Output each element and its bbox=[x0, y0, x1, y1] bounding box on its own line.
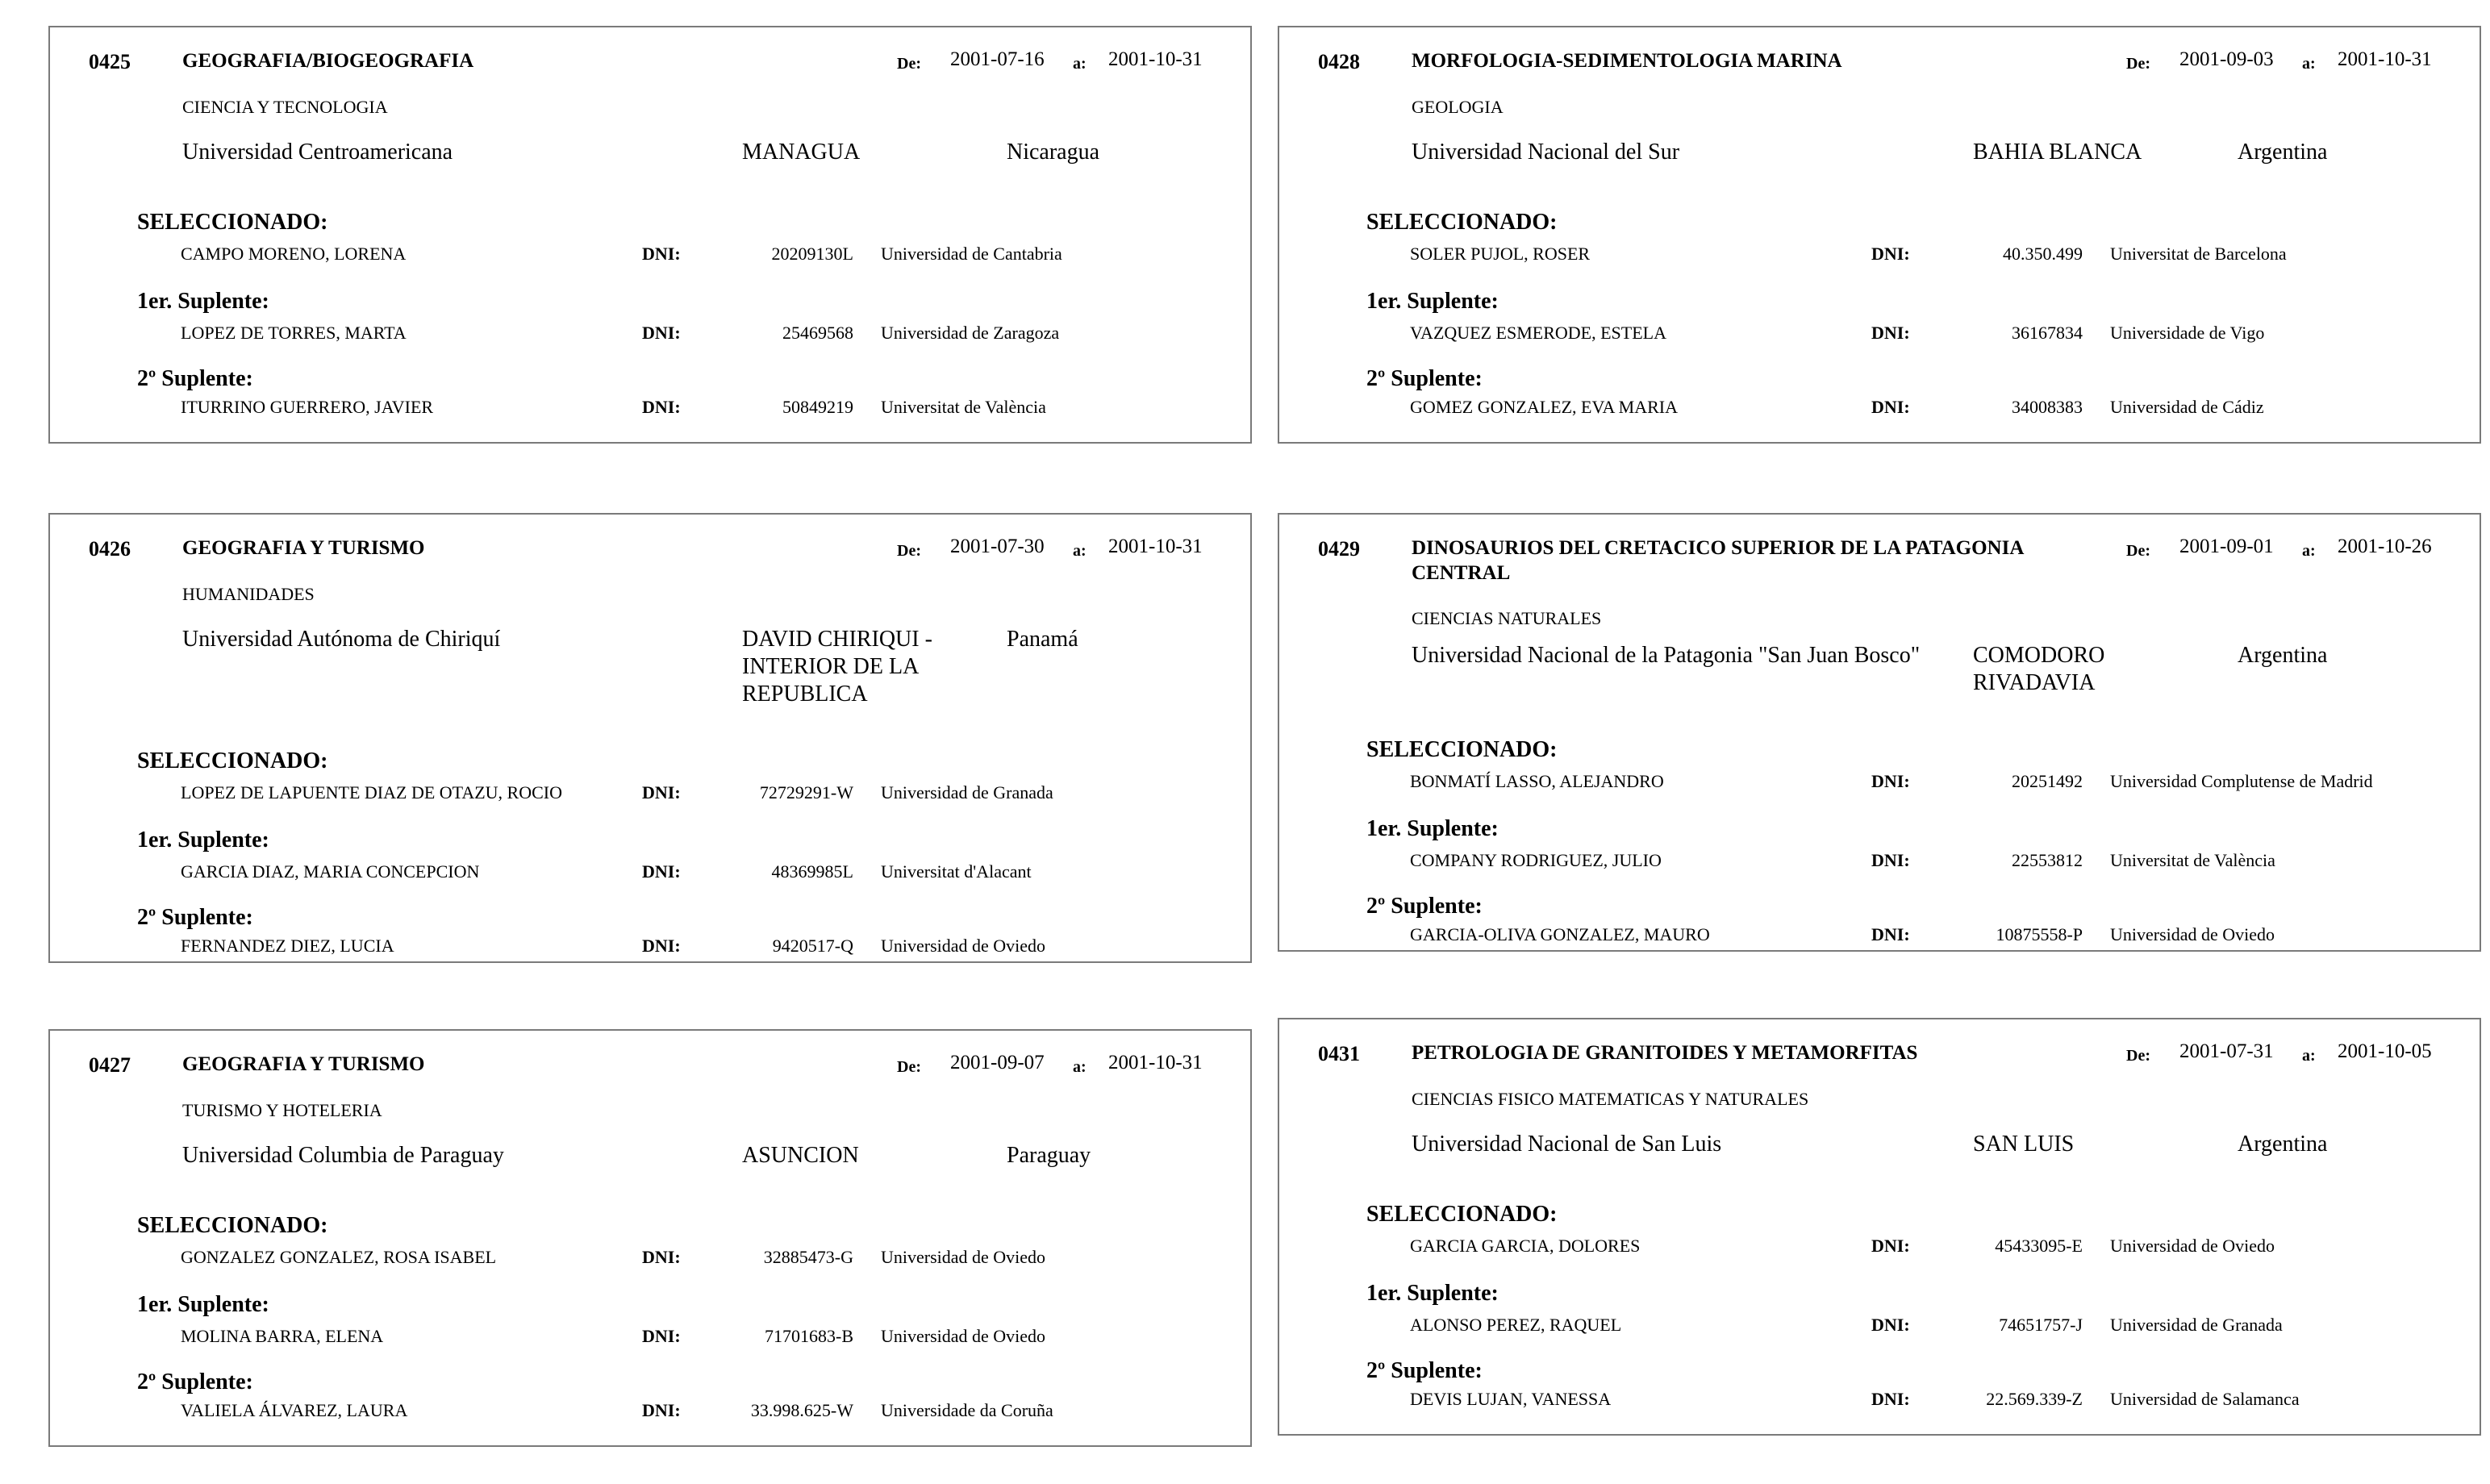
person-university: Universitat de València bbox=[881, 397, 1046, 417]
dni-label: DNI: bbox=[642, 397, 681, 417]
date-to-label: a: bbox=[1073, 1058, 1087, 1076]
card-code: 0427 bbox=[89, 1053, 131, 1077]
person-name: MOLINA BARRA, ELENA bbox=[181, 1326, 384, 1346]
host-country: Panamá bbox=[1007, 627, 1078, 652]
first-substitute-heading: 1er. Suplente: bbox=[1366, 289, 1499, 314]
first-substitute-heading: 1er. Suplente: bbox=[137, 1292, 269, 1317]
date-to: 2001-10-31 bbox=[2338, 48, 2432, 70]
dni-value: 33.998.625-W bbox=[750, 1400, 853, 1420]
first-substitute-heading: 1er. Suplente: bbox=[1366, 1281, 1499, 1306]
date-from: 2001-09-03 bbox=[2179, 48, 2274, 70]
dni-label: DNI: bbox=[1871, 1389, 1910, 1409]
dni-value: 22.569.339-Z bbox=[1986, 1389, 2083, 1409]
card-area: CIENCIAS FISICO MATEMATICAS Y NATURALES bbox=[1412, 1089, 1809, 1109]
person-name: GOMEZ GONZALEZ, EVA MARIA bbox=[1410, 397, 1679, 417]
dni-label: DNI: bbox=[642, 1247, 681, 1267]
date-to-label: a: bbox=[1073, 542, 1087, 560]
person-university: Universitat de València bbox=[2110, 850, 2275, 870]
card-title: GEOGRAFIA Y TURISMO bbox=[182, 537, 425, 559]
host-city: COMODORO RIVADAVIA bbox=[1973, 643, 2105, 695]
host-university: Universidad Nacional del Sur bbox=[1412, 140, 1680, 165]
dni-value: 72729291-W bbox=[759, 782, 853, 802]
person-name: COMPANY RODRIGUEZ, JULIO bbox=[1410, 850, 1662, 870]
host-country: Argentina bbox=[2238, 643, 2328, 668]
card-code: 0426 bbox=[89, 537, 131, 561]
grant-card-0426 bbox=[48, 513, 1252, 963]
dni-label: DNI: bbox=[1871, 323, 1910, 343]
person-name: LOPEZ DE LAPUENTE DIAZ DE OTAZU, ROCIO bbox=[181, 782, 563, 802]
selected-heading: SELECCIONADO: bbox=[1366, 737, 1558, 762]
date-from: 2001-07-31 bbox=[2179, 1040, 2274, 1062]
selected-heading: SELECCIONADO: bbox=[137, 1213, 328, 1238]
person-name: VAZQUEZ ESMERODE, ESTELA bbox=[1410, 323, 1666, 343]
date-from-label: De: bbox=[897, 542, 921, 560]
dni-label: DNI: bbox=[642, 1400, 681, 1420]
card-area: CIENCIA Y TECNOLOGIA bbox=[182, 97, 388, 117]
person-name: LOPEZ DE TORRES, MARTA bbox=[181, 323, 407, 343]
person-university: Universitat de Barcelona bbox=[2110, 244, 2287, 264]
dni-value: 20209130L bbox=[771, 244, 853, 264]
date-to-label: a: bbox=[2302, 1047, 2316, 1065]
person-university: Universidad de Oviedo bbox=[2110, 924, 2275, 944]
person-university: Universidad de Oviedo bbox=[881, 936, 1046, 956]
host-country: Nicaragua bbox=[1007, 140, 1100, 165]
dni-value: 50849219 bbox=[782, 397, 853, 417]
dni-label: DNI: bbox=[642, 1326, 681, 1346]
host-university: Universidad Nacional de la Patagonia "San Juan Bosco" bbox=[1412, 643, 1921, 668]
dni-value: 34008383 bbox=[2012, 397, 2083, 417]
selected-heading: SELECCIONADO: bbox=[137, 210, 328, 235]
host-country: Paraguay bbox=[1007, 1143, 1091, 1168]
date-to: 2001-10-31 bbox=[1108, 48, 1203, 70]
host-city: ASUNCION bbox=[742, 1143, 859, 1168]
dni-label: DNI: bbox=[1871, 1315, 1910, 1335]
date-from-label: De: bbox=[2126, 55, 2150, 73]
person-university: Universidade da Coruña bbox=[881, 1400, 1053, 1420]
person-name: GARCIA GARCIA, DOLORES bbox=[1410, 1236, 1641, 1256]
person-name: CAMPO MORENO, LORENA bbox=[181, 244, 407, 264]
person-name: GONZALEZ GONZALEZ, ROSA ISABEL bbox=[181, 1247, 497, 1267]
person-university: Universidad de Oviedo bbox=[2110, 1236, 2275, 1256]
card-title: DINOSAURIOS DEL CRETACICO SUPERIOR DE LA PATAGONIA CENTRAL bbox=[1412, 537, 2023, 584]
dni-value: 40.350.499 bbox=[2003, 244, 2083, 264]
grant-card-0431 bbox=[1278, 1018, 2481, 1436]
person-name: ALONSO PEREZ, RAQUEL bbox=[1410, 1315, 1622, 1335]
host-country: Argentina bbox=[2238, 140, 2328, 165]
date-from: 2001-09-01 bbox=[2179, 536, 2274, 557]
dni-label: DNI: bbox=[642, 861, 681, 882]
second-substitute-heading: 2º Suplente: bbox=[1366, 366, 1483, 391]
selected-heading: SELECCIONADO: bbox=[1366, 1202, 1558, 1227]
card-area: CIENCIAS NATURALES bbox=[1412, 608, 1602, 628]
grant-card-0429 bbox=[1278, 513, 2481, 952]
date-from: 2001-07-16 bbox=[950, 48, 1045, 70]
dni-label: DNI: bbox=[1871, 850, 1910, 870]
first-substitute-heading: 1er. Suplente: bbox=[137, 827, 269, 852]
dni-value: 45433095-E bbox=[1995, 1236, 2083, 1256]
first-substitute-heading: 1er. Suplente: bbox=[137, 289, 269, 314]
card-code: 0428 bbox=[1318, 50, 1360, 73]
card-area: GEOLOGIA bbox=[1412, 97, 1504, 117]
person-university: Universidade de Vigo bbox=[2110, 323, 2265, 343]
card-code: 0425 bbox=[89, 50, 131, 73]
person-name: BONMATÍ LASSO, ALEJANDRO bbox=[1410, 771, 1664, 791]
card-area: TURISMO Y HOTELERIA bbox=[182, 1100, 382, 1120]
second-substitute-heading: 2º Suplente: bbox=[137, 905, 253, 930]
card-code: 0429 bbox=[1318, 537, 1360, 561]
second-substitute-heading: 2º Suplente: bbox=[1366, 1358, 1483, 1383]
card-code: 0431 bbox=[1318, 1042, 1360, 1065]
person-university: Universidad de Salamanca bbox=[2110, 1389, 2300, 1409]
dni-value: 25469568 bbox=[782, 323, 853, 343]
dni-label: DNI: bbox=[1871, 244, 1910, 264]
host-city: DAVID CHIRIQUI - INTERIOR DE LA REPUBLICA bbox=[742, 627, 932, 707]
person-university: Universidad de Zaragoza bbox=[881, 323, 1060, 343]
person-university: Universidad de Cádiz bbox=[2110, 397, 2264, 417]
host-university: Universidad Nacional de San Luis bbox=[1412, 1132, 1722, 1157]
date-from-label: De: bbox=[897, 55, 921, 73]
date-from-label: De: bbox=[2126, 1047, 2150, 1065]
person-name: ITURRINO GUERRERO, JAVIER bbox=[181, 397, 434, 417]
grant-card-0428 bbox=[1278, 26, 2481, 444]
date-to-label: a: bbox=[1073, 55, 1087, 73]
dni-label: DNI: bbox=[642, 244, 681, 264]
dni-value: 20251492 bbox=[2012, 771, 2083, 791]
first-substitute-heading: 1er. Suplente: bbox=[1366, 816, 1499, 841]
person-name: SOLER PUJOL, ROSER bbox=[1410, 244, 1591, 264]
date-to: 2001-10-31 bbox=[1108, 536, 1203, 557]
date-from: 2001-09-07 bbox=[950, 1052, 1045, 1073]
person-name: GARCIA-OLIVA GONZALEZ, MAURO bbox=[1410, 924, 1710, 944]
grant-card-0425 bbox=[48, 26, 1252, 444]
host-city: SAN LUIS bbox=[1973, 1132, 2075, 1157]
dni-value: 10875558-P bbox=[1996, 924, 2083, 944]
date-from-label: De: bbox=[897, 1058, 921, 1076]
dni-label: DNI: bbox=[1871, 924, 1910, 944]
host-university: Universidad Autónoma de Chiriquí bbox=[182, 627, 501, 652]
dni-value: 36167834 bbox=[2012, 323, 2083, 343]
second-substitute-heading: 2º Suplente: bbox=[137, 366, 253, 391]
dni-value: 48369985L bbox=[771, 861, 853, 882]
selected-heading: SELECCIONADO: bbox=[1366, 210, 1558, 235]
host-university: Universidad Centroamericana bbox=[182, 140, 453, 165]
second-substitute-heading: 2º Suplente: bbox=[1366, 894, 1483, 919]
person-university: Universidad Complutense de Madrid bbox=[2110, 771, 2373, 791]
date-to: 2001-10-26 bbox=[2338, 536, 2432, 557]
person-university: Universitat d'Alacant bbox=[881, 861, 1032, 882]
person-name: GARCIA DIAZ, MARIA CONCEPCION bbox=[181, 861, 480, 882]
dni-label: DNI: bbox=[1871, 1236, 1910, 1256]
person-university: Universidad de Cantabria bbox=[881, 244, 1062, 264]
card-title: PETROLOGIA DE GRANITOIDES Y METAMORFITAS bbox=[1412, 1042, 1918, 1064]
dni-value: 74651757-J bbox=[1999, 1315, 2083, 1335]
dni-value: 32885473-G bbox=[763, 1247, 853, 1267]
dni-label: DNI: bbox=[642, 782, 681, 802]
dni-value: 22553812 bbox=[2012, 850, 2083, 870]
card-title: GEOGRAFIA Y TURISMO bbox=[182, 1053, 425, 1075]
person-name: DEVIS LUJAN, VANESSA bbox=[1410, 1389, 1612, 1409]
dni-label: DNI: bbox=[1871, 397, 1910, 417]
host-city: BAHIA BLANCA bbox=[1973, 140, 2142, 165]
date-from: 2001-07-30 bbox=[950, 536, 1045, 557]
person-university: Universidad de Granada bbox=[881, 782, 1053, 802]
grant-card-0427 bbox=[48, 1029, 1252, 1447]
person-name: FERNANDEZ DIEZ, LUCIA bbox=[181, 936, 394, 956]
host-country: Argentina bbox=[2238, 1132, 2328, 1157]
date-to-label: a: bbox=[2302, 542, 2316, 560]
dni-label: DNI: bbox=[642, 323, 681, 343]
date-to: 2001-10-31 bbox=[1108, 1052, 1203, 1073]
person-university: Universidad de Oviedo bbox=[881, 1326, 1046, 1346]
dni-label: DNI: bbox=[642, 936, 681, 956]
dni-value: 71701683-B bbox=[765, 1326, 853, 1346]
person-university: Universidad de Oviedo bbox=[881, 1247, 1046, 1267]
card-title: MORFOLOGIA-SEDIMENTOLOGIA MARINA bbox=[1412, 50, 1842, 72]
date-to-label: a: bbox=[2302, 55, 2316, 73]
card-title: GEOGRAFIA/BIOGEOGRAFIA bbox=[182, 50, 474, 72]
host-university: Universidad Columbia de Paraguay bbox=[182, 1143, 504, 1168]
person-university: Universidad de Granada bbox=[2110, 1315, 2283, 1335]
date-from-label: De: bbox=[2126, 542, 2150, 560]
second-substitute-heading: 2º Suplente: bbox=[137, 1369, 253, 1394]
host-city: MANAGUA bbox=[742, 140, 861, 165]
person-name: VALIELA ÁLVAREZ, LAURA bbox=[181, 1400, 408, 1420]
card-area: HUMANIDADES bbox=[182, 584, 315, 604]
dni-label: DNI: bbox=[1871, 771, 1910, 791]
dni-value: 9420517-Q bbox=[772, 936, 853, 956]
date-to: 2001-10-05 bbox=[2338, 1040, 2432, 1062]
selected-heading: SELECCIONADO: bbox=[137, 748, 328, 773]
